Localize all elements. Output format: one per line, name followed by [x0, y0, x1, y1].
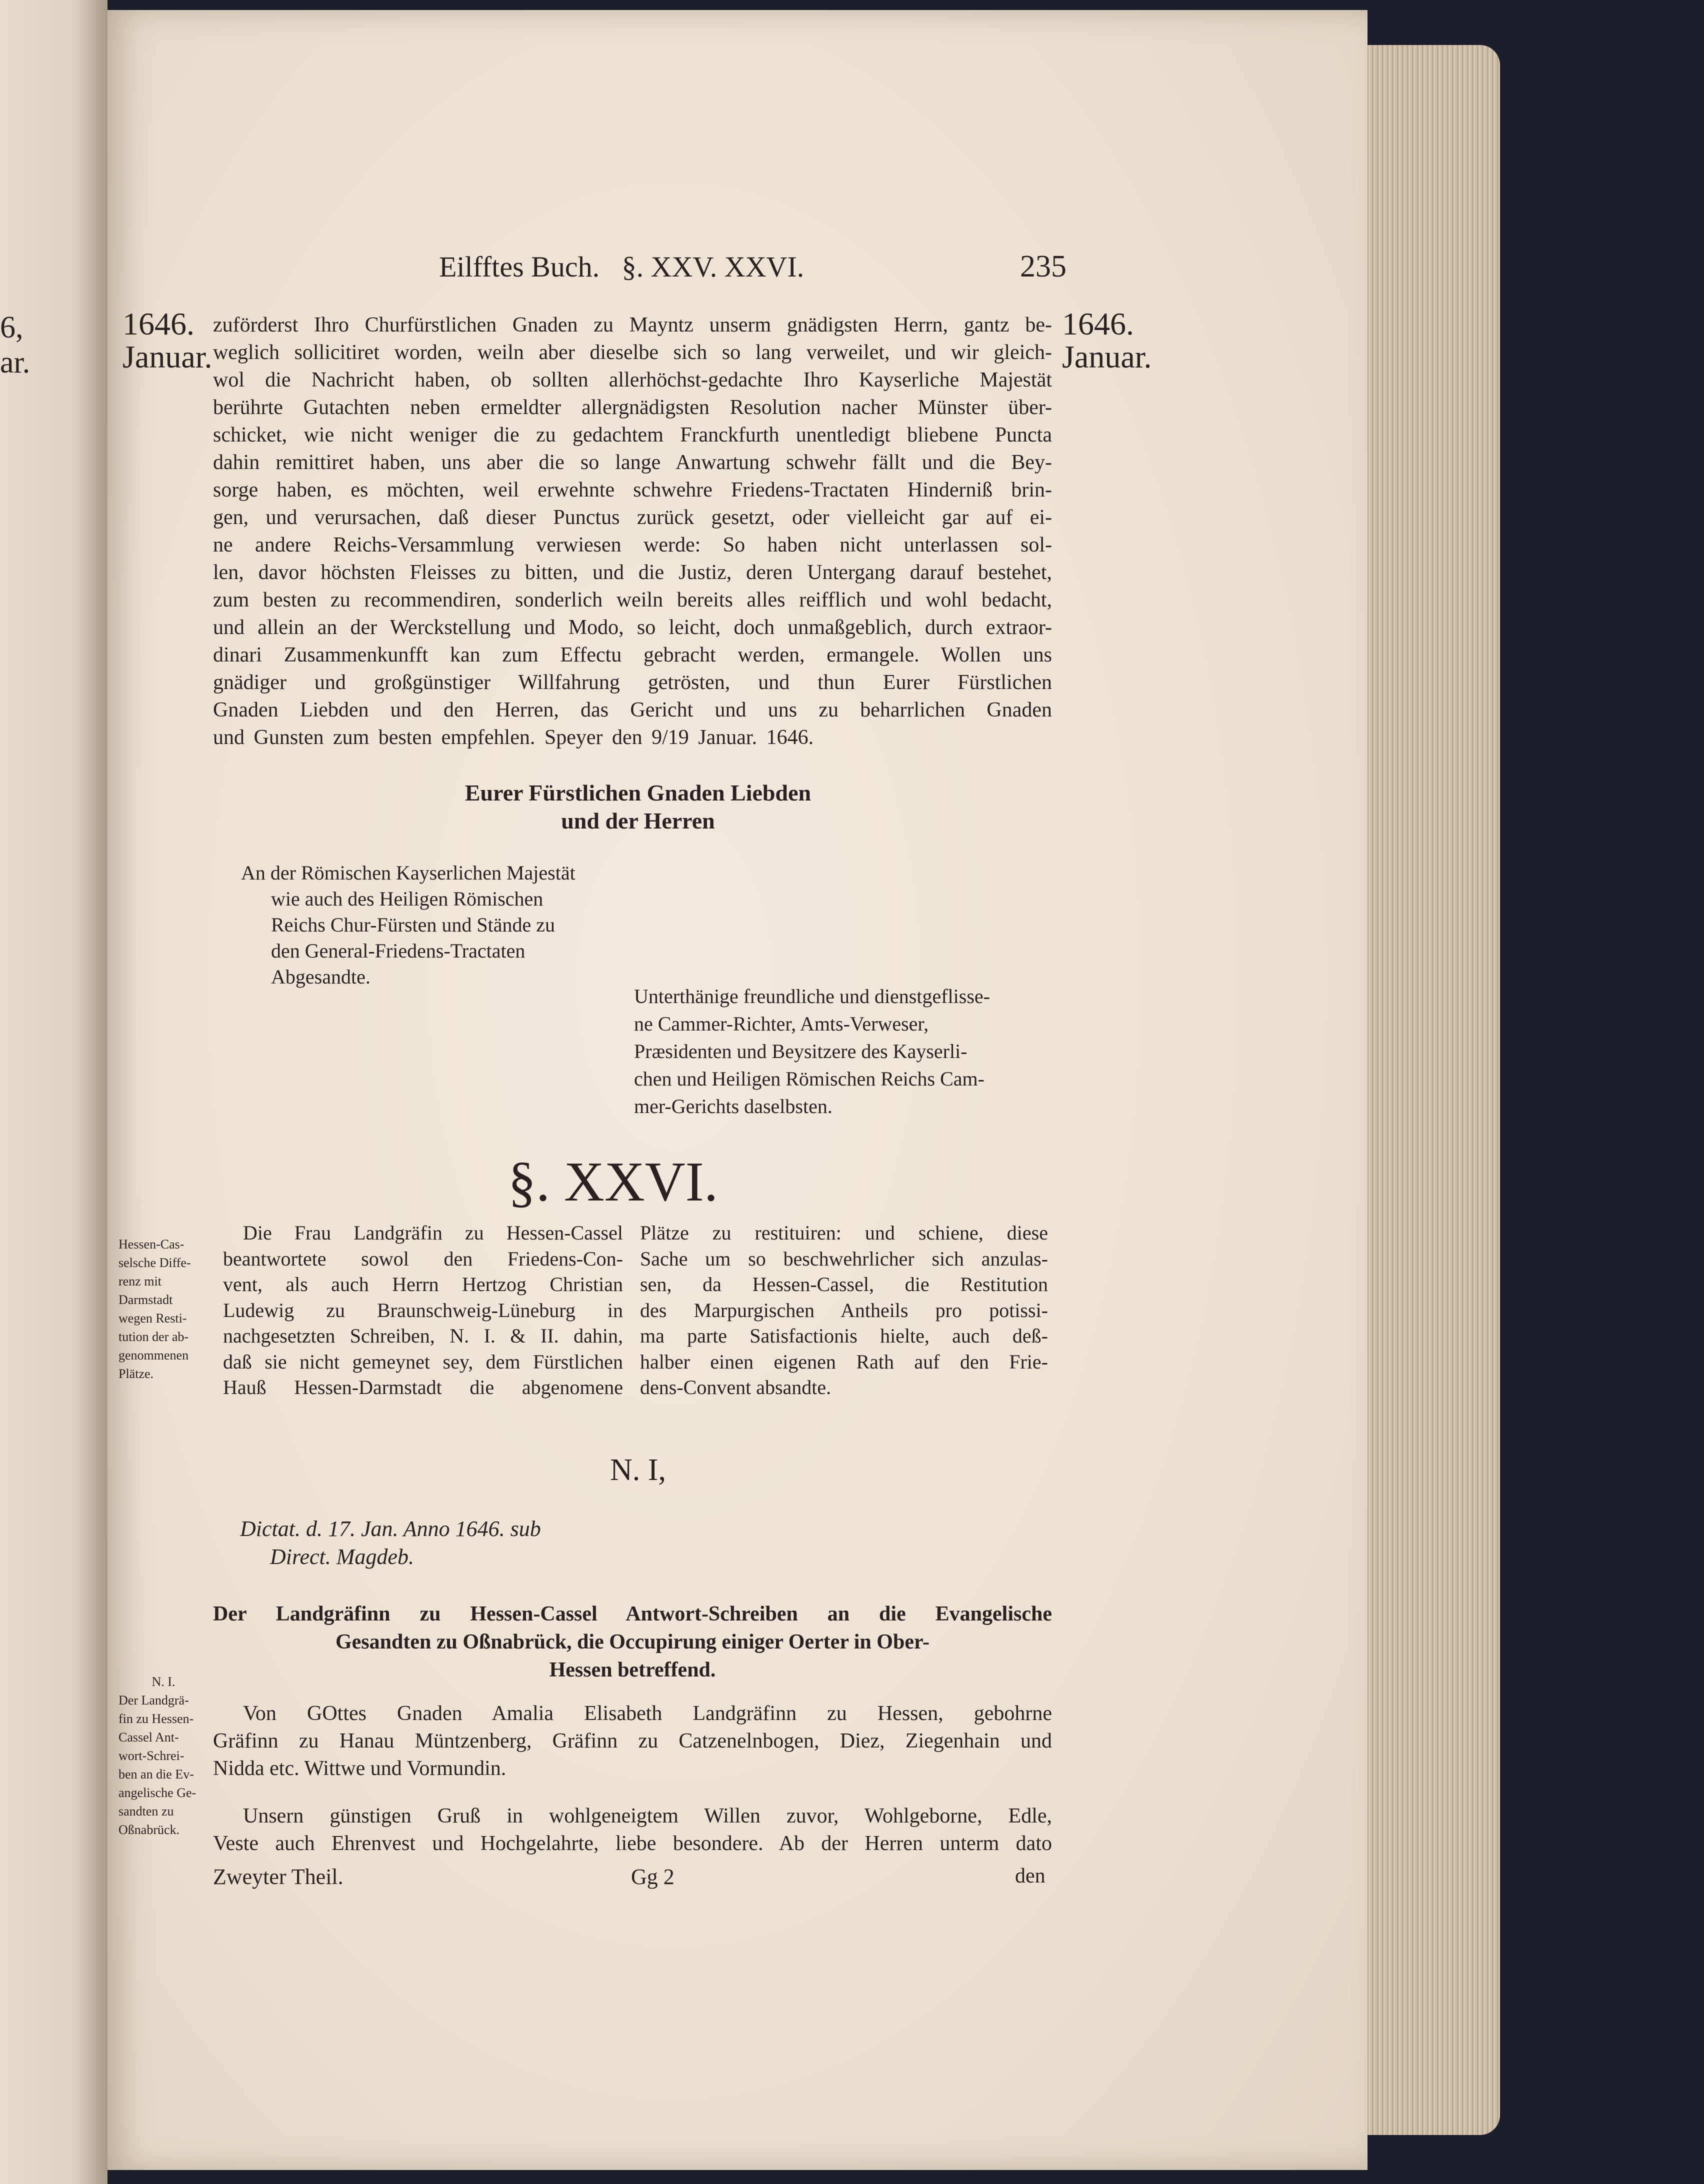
side-note-line: wort-Schrei- — [118, 1748, 184, 1763]
text-line: weglich sollicitiret worden, weiln aber dieselbe sich so lang verweilet, und wir gleich- — [213, 341, 1052, 364]
addressee-line: den General-Friedens-Tractaten — [271, 940, 526, 962]
signature-line: Unterthänige freundliche und dienstgeflisse- — [634, 985, 990, 1008]
text-line: dahin remittiret haben, uns aber die so lange Anwartung schwehr fällt und die Bey- — [213, 451, 1052, 474]
margin-month: Januar. — [122, 339, 212, 374]
text-line: zuförderst Ihro Churfürstlichen Gnaden zu Mayntz unserm gnädigsten Herrn, gantz be- — [213, 314, 1052, 336]
column-line: ma parte Satisfactionis hielte, auch deß- — [640, 1324, 1048, 1347]
column-right — [640, 1220, 1048, 1400]
text-line: und allein an der Werckstellung und Modo, so leicht, doch unmaßgeblich, durch extraor- — [213, 616, 1052, 639]
closing-salutation — [0, 779, 1276, 835]
column-line: Hauß Hessen-Darmstadt die abgenomene — [223, 1376, 623, 1398]
footer-catchword: den — [1015, 1864, 1046, 1888]
column-line: halber einen eigenen Rath auf den Frie- — [640, 1350, 1048, 1373]
side-note — [118, 1235, 191, 1383]
dictat-note — [240, 1515, 541, 1571]
text-line: len, davor höchsten Fleisses zu bitten, und die Justiz, deren Untergang darauf bestehet, — [213, 561, 1052, 584]
margin-date-right — [1062, 308, 1152, 374]
column-line: Sache um so beschwehrlicher sich anzulas- — [640, 1247, 1048, 1270]
side-note-line: Oßnabrück. — [118, 1822, 180, 1837]
side-note-line: sandten zu — [118, 1804, 174, 1818]
signature-line: ne Cammer-Richter, Amts-Verweser, — [634, 1012, 929, 1035]
text-line: dinari Zusammenkunfft kan zum Effectu gebracht werden, ermangele. Wollen uns — [213, 644, 1052, 666]
column-line: Plätze zu restituiren: und schiene, diese — [640, 1222, 1048, 1244]
signature-line: chen und Heiligen Römischen Reichs Cam- — [634, 1068, 984, 1090]
text-line: gen, und verursachen, daß dieser Punctus zurück gesetzt, oder vielleicht gar auf ei- — [213, 506, 1052, 529]
left-page-fragment: 6, — [0, 310, 24, 344]
running-section: §. XXV. XXVI. — [622, 250, 804, 283]
closing-line: und der Herren — [561, 808, 715, 834]
column-line: Ludewig zu Braunschweig-Lüneburg in — [223, 1298, 623, 1322]
title-line: Gesandten zu Oßnabrück, die Occupirung einiger Oerter in Ober- — [335, 1630, 930, 1654]
section-heading: §. XXVI. — [508, 1151, 718, 1213]
side-note-line: selsche Diffe- — [118, 1256, 191, 1270]
text-line: wol die Nachricht haben, ob sollten allerhöchst-gedachte Ihro Kayserliche Majestät — [213, 368, 1052, 392]
side-note-line: Plätze. — [118, 1366, 154, 1381]
addressee-line: Reichs Chur-Fürsten und Stände zu — [271, 914, 556, 936]
signature-block — [634, 982, 990, 1120]
side-note-line: N. I. — [152, 1674, 176, 1689]
text-line: sorge haben, es möchten, weil erwehnte schwehre Friedens-Tractaten Hinderniß brin- — [213, 478, 1052, 502]
text-line: Gnaden Liebden und den Herren, das Gericht und uns zu beharrlichen Gnaden — [213, 698, 1052, 722]
column-line: dens-Convent absandte. — [640, 1376, 832, 1398]
column-line: beantwortete sowol den Friedens-Con- — [223, 1247, 623, 1270]
text-line: gnädiger und großgünstiger Willfahrung getrösten, und thun Eurer Fürstlichen — [213, 671, 1052, 694]
column-line: nachgesetzten Schreiben, N. I. & II. dahin, — [223, 1324, 623, 1347]
side-note-line: wegen Resti- — [118, 1311, 187, 1326]
side-note-line: fin zu Hessen- — [118, 1712, 194, 1726]
addressee-line: An der Römischen Kayserlichen Majestät — [241, 862, 576, 884]
footer-volume: Zweyter Theil. — [213, 1864, 344, 1889]
side-note-line: genommenen — [118, 1348, 189, 1362]
running-title: Eilfftes Buch. — [439, 250, 600, 283]
running-head — [439, 250, 804, 284]
title-line: Der Landgräfinn zu Hessen-Cassel Antwort-Schreiben an die Evangelische — [213, 1602, 1052, 1626]
side-note-line: tution der ab- — [118, 1330, 189, 1344]
side-note-line: renz mit — [118, 1274, 162, 1288]
document-number: N. I, — [610, 1453, 666, 1487]
column-left — [223, 1220, 623, 1400]
closing-line: Eurer Fürstlichen Gnaden Liebden — [464, 780, 812, 806]
title-line: Hessen betreffend. — [549, 1658, 716, 1682]
column-line: daß sie nicht gemeynet sey, dem Fürstlichen — [223, 1350, 623, 1373]
side-note-line: Der Landgrä- — [118, 1693, 189, 1708]
dictat-line: Dictat. d. 17. Jan. Anno 1646. sub — [240, 1516, 541, 1541]
text-line: Von GOttes Gnaden Amalia Elisabeth Landgräfinn zu Hessen, gebohrne — [243, 1702, 1052, 1725]
margin-year: 1646. — [122, 306, 194, 342]
side-note — [118, 1672, 208, 1839]
margin-year: 1646. — [1062, 306, 1134, 342]
addressee-line: wie auch des Heiligen Römischen — [271, 888, 544, 910]
dictat-line: Direct. Magdeb. — [270, 1544, 414, 1569]
page-number: 235 — [1020, 250, 1066, 284]
addressee-line: Abgesandte. — [271, 966, 370, 988]
text-line: Gräfinn zu Hanau Müntzenberg, Gräfinn zu Catzenelnbogen, Diez, Ziegenhain und — [213, 1730, 1052, 1752]
page-edges — [1360, 45, 1500, 2135]
text-line: schicket, wie nicht weniger die zu gedachtem Franckfurth unentledigt bliebene Puncta — [213, 424, 1052, 446]
side-note-line: Darmstadt — [118, 1292, 173, 1307]
margin-date-left — [122, 308, 212, 374]
text-line: zum besten zu recommendiren, sonderlich weiln bereits alles reifflich und wohl bedacht, — [213, 588, 1052, 612]
text-line: Unsern günstigen Gruß in wohlgeneigtem Willen zuvor, Wohlgeborne, Edle, — [243, 1804, 1052, 1828]
column-line: Die Frau Landgräfin zu Hessen-Cassel — [243, 1222, 623, 1244]
left-page-edge — [0, 0, 108, 2184]
column-line: vent, als auch Herrn Hertzog Christian — [223, 1273, 623, 1296]
side-note-line: Cassel Ant- — [118, 1730, 179, 1744]
side-note-line: ben an die Ev- — [118, 1767, 194, 1782]
text-line: berührte Gutachten neben ermeldter allergnädigsten Resolution nacher Münster über- — [213, 396, 1052, 419]
footer-signature-mark: Gg 2 — [631, 1864, 674, 1889]
side-note-line: angelische Ge- — [118, 1786, 196, 1800]
signature-line: mer-Gerichts daselbsten. — [634, 1095, 832, 1118]
text-line: Veste auch Ehrenvest und Hochgelahrte, liebe besondere. Ab der Herren unterm dato — [213, 1832, 1052, 1855]
addressee-block — [241, 860, 576, 990]
text-line: und Gunsten zum besten empfehlen. Speyer den 9/19 Januar. 1646. — [213, 726, 814, 749]
side-note-line: Hessen-Cas- — [118, 1237, 184, 1252]
column-line: des Marpurgischen Antheils pro potissi- — [640, 1298, 1048, 1322]
column-line: sen, da Hessen-Cassel, die Restitution — [640, 1273, 1048, 1296]
left-page-fragment: ar. — [0, 346, 30, 380]
letter-title — [213, 1600, 1052, 1684]
margin-month: Januar. — [1062, 339, 1152, 374]
text-line: Nidda etc. Wittwe und Vormundin. — [213, 1757, 506, 1780]
signature-line: Præsidenten und Beysitzere des Kayserli- — [634, 1040, 968, 1062]
text-line: ne andere Reichs-Versammlung verwiesen werde: So haben nicht unterlassen sol- — [213, 534, 1052, 556]
